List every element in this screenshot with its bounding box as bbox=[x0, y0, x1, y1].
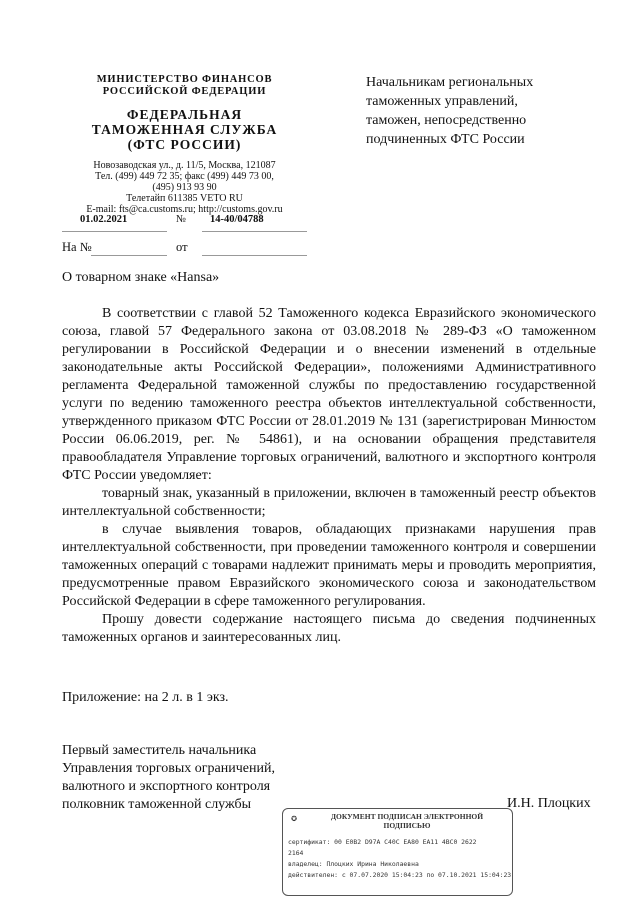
ministry-name bbox=[62, 74, 307, 98]
letter-subject: О товарном знаке «Hansa» bbox=[62, 270, 220, 285]
stamp-row: действителен: с 07.07.2020 15:04:23 по 07.10.2021 15:04:23 bbox=[288, 871, 512, 879]
stamp-row: 2164 bbox=[288, 849, 304, 857]
contact-line: Телетайп 611385 VETO RU bbox=[126, 193, 243, 204]
date-underline bbox=[62, 231, 167, 232]
addressee-line: Начальникам региональных bbox=[366, 75, 534, 90]
from-underline bbox=[202, 255, 307, 256]
letter-body bbox=[62, 305, 596, 647]
contact-line: Новозаводская ул., д. 11/5, Москва, 121087 bbox=[93, 160, 276, 171]
number-label: № bbox=[176, 214, 187, 225]
body-paragraph: Прошу довести содержание настоящего письма до сведения подчиненных таможенных органов и заинтересованных лиц. bbox=[62, 612, 596, 645]
addressee-line: подчиненных ФТС России bbox=[366, 132, 525, 147]
service-name bbox=[62, 107, 307, 152]
contact-line: E-mail: fts@ca.customs.ru; http://customs.gov.ru bbox=[86, 204, 283, 215]
position-line: валютного и экспортного контроля bbox=[62, 779, 271, 794]
body-paragraph: товарный знак, указанный в приложении, включен в таможенный реестр объектов интеллектуальной собственности; bbox=[62, 486, 596, 519]
ministry-line: РОССИЙСКОЙ ФЕДЕРАЦИИ bbox=[102, 86, 267, 97]
contact-line: Тел. (499) 449 72 35; факс (499) 449 73 00, bbox=[95, 171, 274, 182]
service-line: (ФТС РОССИИ) bbox=[127, 137, 242, 152]
ministry-line: МИНИСТЕРСТВО ФИНАНСОВ bbox=[96, 74, 273, 85]
body-paragraph: в случае выявления товаров, обладающих признаками нарушения прав интеллектуальной собственности, при проведении таможенного контроля и совершении таможенных операций с товарами надлежит принимать меры и проводить мероприятия, предусмотренные правом Евразийского экономического союза и законодательством Российской Федерации в сфере таможенного регулирования. bbox=[62, 522, 596, 609]
addressee-line: таможен, непосредственно bbox=[366, 113, 527, 128]
contact-block bbox=[62, 160, 307, 215]
emblem-icon: ✪ bbox=[291, 813, 298, 824]
stamp-details bbox=[288, 837, 511, 881]
from-label: от bbox=[176, 240, 188, 254]
addressee-line: таможенных управлений, bbox=[366, 94, 518, 109]
stamp-title-line: ДОКУМЕНТ ПОДПИСАН ЭЛЕКТРОННОЙ bbox=[330, 812, 484, 821]
reference-label: На № bbox=[62, 240, 92, 254]
e-signature-stamp bbox=[282, 808, 513, 896]
stamp-row: владелец: Плоцких Ирина Николаевна bbox=[288, 860, 419, 868]
signatory-name: И.Н. Плоцких bbox=[507, 796, 591, 811]
reference-line bbox=[62, 240, 322, 258]
registration-date: 01.02.2021 bbox=[80, 214, 128, 225]
reference-underline bbox=[91, 255, 167, 256]
position-line: Управления торговых ограничений, bbox=[62, 761, 275, 776]
stamp-row: сертификат: 00 E0B2 D97A C40C EA80 EA11 4BC0 2622 bbox=[288, 838, 477, 846]
service-line: ФЕДЕРАЛЬНАЯ bbox=[126, 107, 243, 122]
letterhead bbox=[62, 74, 307, 215]
body-paragraph: В соответствии с главой 52 Таможенного кодекса Евразийского экономического союза, главой 57 Федерального закона от 03.08.2018 № 289-ФЗ «О таможенном регулировании в Российской Федерации и о внесении изменений в отдельные законодательные акты Российской Федерации», положениями Административного регламента Федеральной таможенной службы по предоставлению государственной услуги по ведению таможенного реестра объектов интеллектуальной собственности, утвержденного приказом ФТС России от 28.01.2019 № 131 (зарегистрирован Минюстом России 06.06.2019, рег. № 54861), и на основании обращения представителя правообладателя Управление торговых ограничений, валютного и экспортного контроля ФТС России уведомляет: bbox=[62, 306, 596, 483]
position-line: Первый заместитель начальника bbox=[62, 743, 257, 758]
position-line: полковник таможенной службы bbox=[62, 797, 252, 812]
registration-number: 14-40/04788 bbox=[210, 214, 264, 225]
stamp-title bbox=[307, 812, 507, 830]
contact-line: (495) 913 93 90 bbox=[152, 182, 217, 193]
attachment-note: Приложение: на 2 л. в 1 экз. bbox=[62, 690, 229, 705]
number-underline bbox=[202, 231, 307, 232]
addressee-block bbox=[366, 73, 606, 149]
registration-line bbox=[62, 214, 312, 234]
service-line: ТАМОЖЕННАЯ СЛУЖБА bbox=[91, 122, 278, 137]
stamp-title-line: ПОДПИСЬЮ bbox=[383, 821, 431, 830]
signatory-position bbox=[62, 742, 275, 814]
